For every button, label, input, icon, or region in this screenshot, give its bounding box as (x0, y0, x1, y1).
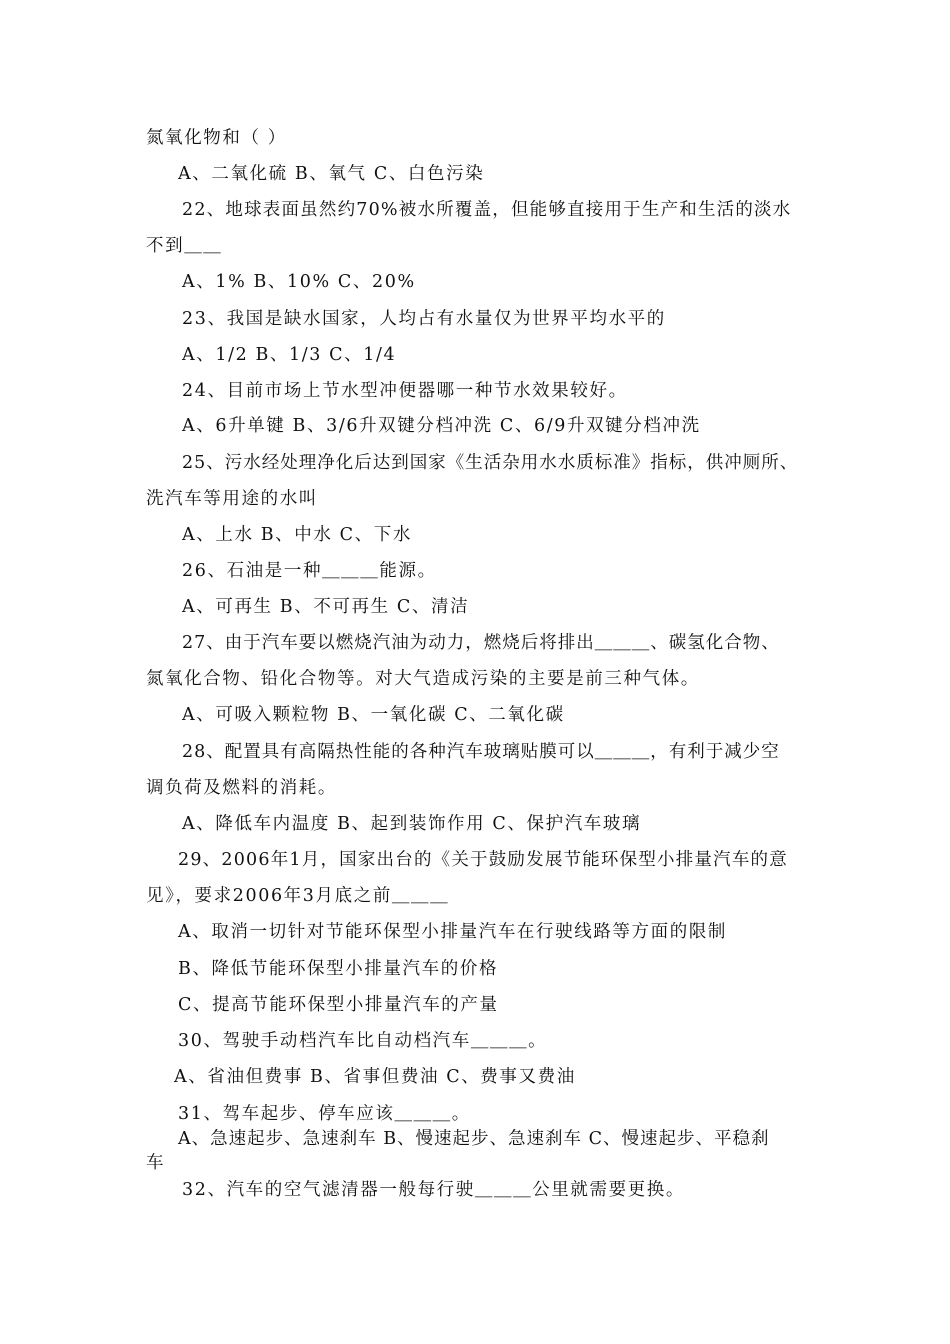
text-line: A、降低车内温度 B、起到装饰作用 C、保护汽车玻璃 (182, 814, 642, 834)
text-line: A、1% B、10% C、20% (182, 272, 416, 292)
text-line: A、可再生 B、不可再生 C、清洁 (182, 597, 470, 617)
text-line: A、1/2 B、1/3 C、1/4 (182, 345, 397, 365)
text-line: 不到＿＿ (146, 236, 223, 256)
text-line: 24、目前市场上节水型冲便器哪一种节水效果较好。 (182, 381, 628, 401)
text-line: A、上水 B、中水 C、下水 (182, 525, 412, 545)
text-line: 30、驾驶手动档汽车比自动档汽车＿＿＿。 (178, 1031, 548, 1051)
text-line: 27、由于汽车要以燃烧汽油为动力，燃烧后将排出＿＿＿、碳氢化合物、 (182, 633, 780, 653)
text-line: A、6升单键 B、3/6升双键分档冲洗 C、6/9升双键分档冲洗 (182, 416, 701, 436)
text-line: B、降低节能环保型小排量汽车的价格 (178, 959, 499, 979)
text-line: 31、驾车起步、停车应该＿＿＿。 (178, 1104, 471, 1124)
text-line: 23、我国是缺水国家，人均占有水量仅为世界平均水平的 (182, 309, 666, 329)
text-line: A、二氧化硫 B、氧气 C、白色污染 (178, 164, 485, 184)
text-line: 见》，要求2006年3月底之前＿＿＿ (146, 886, 450, 906)
text-line: 26、石油是一种＿＿＿能源。 (182, 561, 437, 581)
text-line: 车 (146, 1153, 166, 1173)
text-line: A、可吸入颗粒物 B、一氧化碳 C、二氧化碳 (182, 705, 565, 725)
text-line: 氮氧化物和（ ） (146, 128, 287, 148)
text-line: 32、汽车的空气滤清器一般每行驶＿＿＿公里就需要更换。 (182, 1180, 685, 1200)
text-line: 28、配置具有高隔热性能的各种汽车玻璃贴膜可以＿＿＿，有利于减少空 (182, 742, 780, 762)
text-line: 调负荷及燃料的消耗。 (146, 778, 337, 798)
text-line: A、取消一切针对节能环保型小排量汽车在行驶线路等方面的限制 (178, 922, 728, 942)
text-line: 25、污水经处理净化后达到国家《生活杂用水水质标准》指标，供冲厕所、 (182, 453, 799, 473)
text-line: 洗汽车等用途的水叫 (146, 489, 318, 509)
text-line: 氮氧化合物、铅化合物等。对大气造成污染的主要是前三种气体。 (146, 669, 700, 689)
text-line: 29、2006年1月，国家出台的《关于鼓励发展节能环保型小排量汽车的意 (178, 850, 788, 870)
text-line: C、提高节能环保型小排量汽车的产量 (178, 995, 499, 1015)
text-line: A、急速起步、急速刹车 B、慢速起步、急速刹车 C、慢速起步、平稳刹 (178, 1129, 770, 1149)
text-line: A、省油但费事 B、省事但费油 C、费事又费油 (174, 1067, 576, 1087)
text-line: 22、地球表面虽然约70%被水所覆盖，但能够直接用于生产和生活的淡水 (182, 200, 792, 220)
